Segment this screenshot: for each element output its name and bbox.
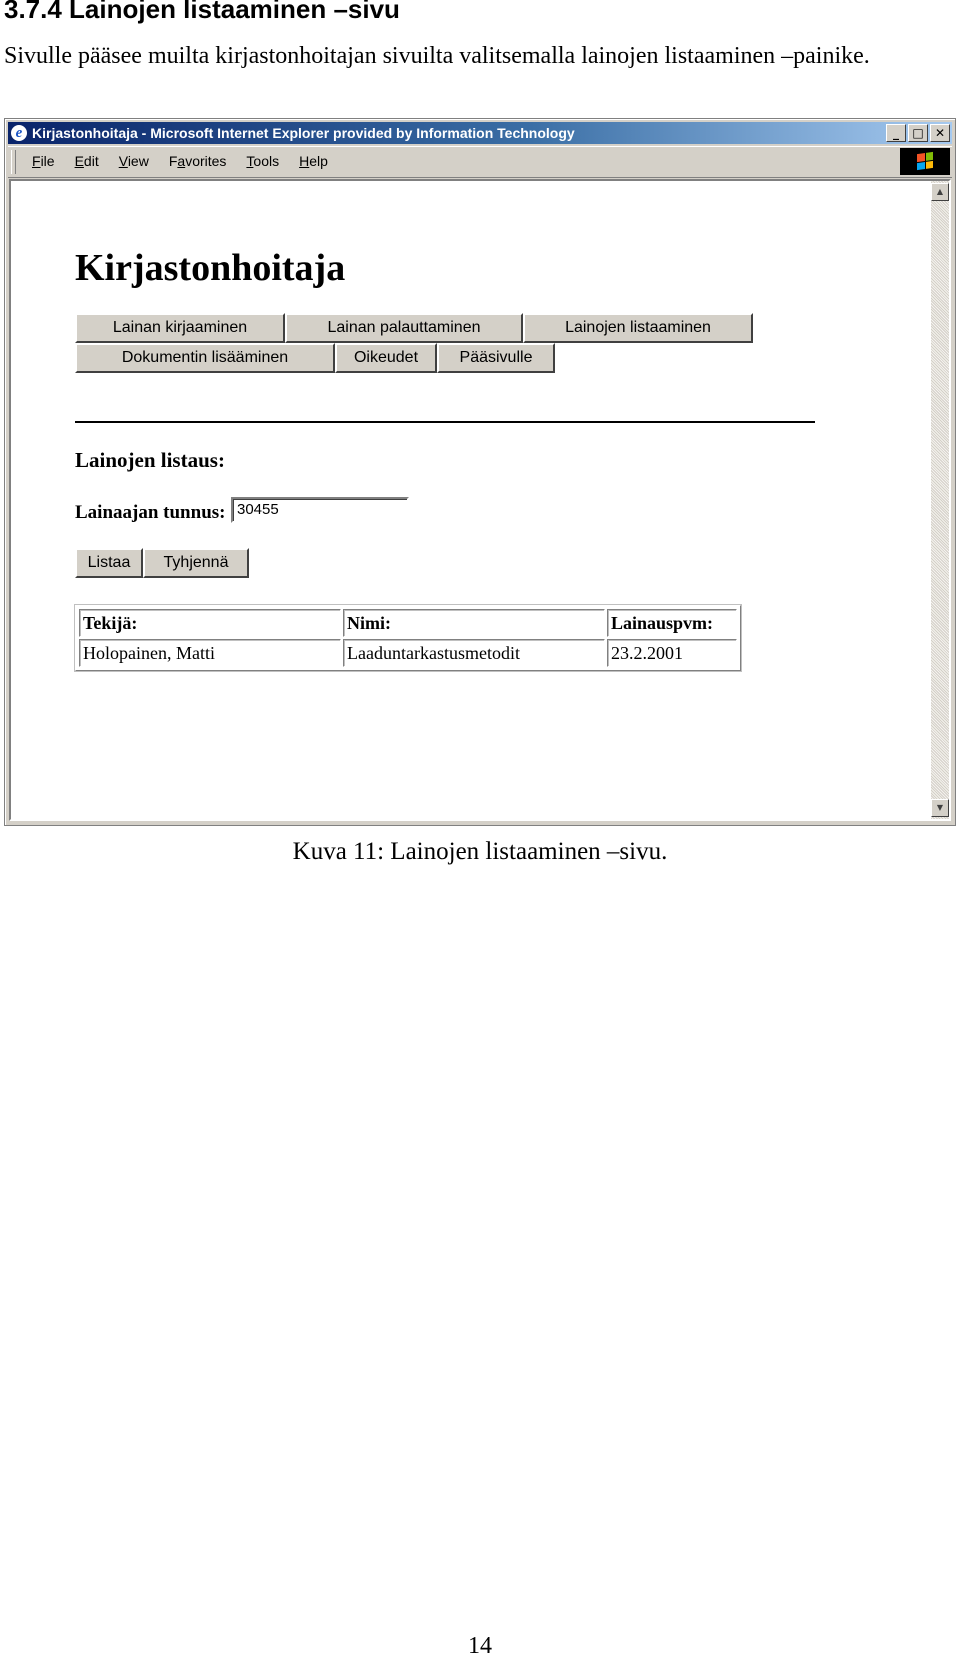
menu-favorites[interactable]: Favorites	[168, 153, 227, 169]
scroll-down-arrow-icon[interactable]: ▼	[931, 799, 949, 817]
dokumentin-lisaaminen-button[interactable]: Dokumentin lisääminen	[75, 343, 335, 373]
paasivulle-button[interactable]: Pääsivulle	[437, 343, 555, 373]
menu-file[interactable]: File	[32, 153, 55, 169]
document-paragraph: Sivulle pääsee muilta kirjastonhoitajan sivuilta valitsemalla lainojen listaaminen –painike.	[4, 43, 870, 69]
section-heading: Lainojen listaus:	[75, 448, 225, 472]
page-number: 14	[468, 1633, 492, 1659]
loans-table	[75, 605, 741, 671]
table-header-cell: Nimi:	[343, 609, 605, 637]
horizontal-rule	[75, 421, 815, 423]
document-section-heading: 3.7.4 Lainojen listaaminen –sivu	[4, 0, 400, 24]
menu-tools[interactable]: Tools	[246, 153, 280, 169]
table-cell-title: Laaduntarkastusmetodit	[343, 639, 605, 667]
toolbar-grip-handle[interactable]	[11, 150, 16, 174]
listaa-button[interactable]: Listaa	[75, 548, 143, 578]
internet-explorer-icon: e	[11, 125, 27, 141]
window-controls	[886, 124, 950, 142]
tyhjenna-button[interactable]: Tyhjennä	[143, 548, 249, 578]
lainan-kirjaaminen-button[interactable]: Lainan kirjaaminen	[75, 313, 285, 343]
menu-edit[interactable]: Edit	[74, 153, 99, 169]
table-header-cell: Tekijä:	[79, 609, 341, 637]
table-header-cell: Lainauspvm:	[607, 609, 737, 637]
lainojen-listaaminen-button[interactable]: Lainojen listaaminen	[523, 313, 753, 343]
windows-logo-icon	[917, 152, 933, 170]
page-title: Kirjastonhoitaja	[75, 247, 346, 289]
oikeudet-button[interactable]: Oikeudet	[335, 343, 437, 373]
menu-view[interactable]: View	[118, 153, 149, 169]
menu-help[interactable]: Help	[299, 153, 328, 169]
borrower-id-input[interactable]: 30455	[231, 497, 409, 523]
window-title: Kirjastonhoitaja - Microsoft Internet Explorer provided by Information Technology	[32, 125, 575, 141]
table-cell-loan-date: 23.2.2001	[607, 639, 737, 667]
title-bar[interactable]	[8, 122, 952, 144]
borrower-id-label: Lainaajan tunnus:	[75, 502, 226, 523]
windows-logo-throbber	[900, 148, 950, 175]
page-viewport	[9, 179, 951, 821]
vertical-scrollbar[interactable]	[931, 181, 949, 819]
lainan-palauttaminen-button[interactable]: Lainan palauttaminen	[285, 313, 523, 343]
scroll-up-arrow-icon[interactable]: ▲	[931, 183, 949, 201]
close-button[interactable]: ✕	[930, 124, 950, 142]
table-cell-author: Holopainen, Matti	[79, 639, 341, 667]
figure-caption: Kuva 11: Lainojen listaaminen –sivu.	[292, 838, 668, 865]
minimize-button[interactable]: _	[886, 124, 906, 142]
browser-window	[4, 118, 956, 826]
maximize-button[interactable]: □	[908, 124, 928, 142]
menu-bar	[8, 146, 952, 178]
